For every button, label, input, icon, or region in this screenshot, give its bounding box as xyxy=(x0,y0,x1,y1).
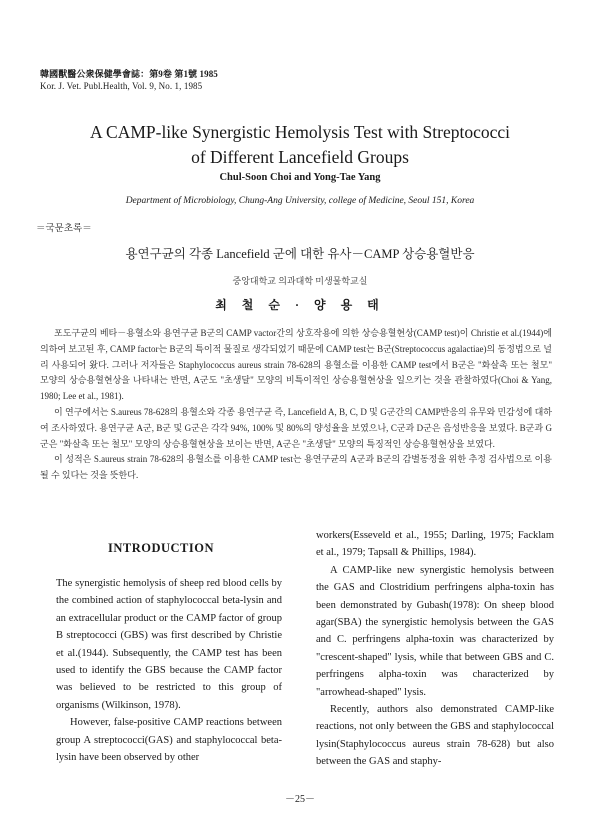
paper-title-line-2: of Different Lancefield Groups xyxy=(191,147,409,167)
korean-abstract-body xyxy=(40,326,552,484)
journal-header xyxy=(40,68,218,92)
paper-title-line-1: A CAMP-like Synergistic Hemolysis Test with Streptococci xyxy=(89,122,511,142)
korean-abstract-title: 용연구균의 각종 Lancefield 군에 대한 유사－CAMP 상승용혈반응 xyxy=(125,247,475,261)
korean-abstract-label: ＝국문초록＝ xyxy=(36,224,92,234)
intro-paragraph: Recently, authors also demonstrated CAMP-like reactions, not only between the GBS and staphylococcal lysin(Staphylococcus aureus strain 78-628) but also between the GAS and staphy- xyxy=(316,704,554,768)
intro-paragraph: However, false-positive CAMP reactions between group A streptococci(GAS) and staphylococcal beta-lysin have been observed by other xyxy=(56,717,282,764)
paper-authors: Chul-Soon Choi and Yong-Tae Yang xyxy=(219,172,381,183)
korean-abstract-authors: 최 철 순 · 양 용 태 xyxy=(215,298,385,312)
intro-left-column xyxy=(56,575,282,766)
intro-paragraph: workers(Esseveld et al., 1955; Darling, 1975; Facklam et al., 1979; Tapsall & Phillips, 1984). xyxy=(316,530,554,559)
paper-affiliation: Department of Microbiology, Chung-Ang University, college of Medicine, Seoul 151, Korea xyxy=(125,196,475,206)
korean-abstract-paragraph: 이 성적은 S.aureus strain 78-628의 용혈소를 이용한 CAMP test는 용연구균의 A군과 B군의 감별동정을 위한 추정 검사법으로 이용될 수 있다는 것을 뜻한다. xyxy=(40,454,552,481)
page-number: －25－ xyxy=(285,794,315,805)
intro-paragraph: A CAMP-like new synergistic hemolysis between the GAS and Clostridium perfringens alpha-toxin has been demonstrated by Gubash(1978): On sheep blood agar(SBA) the synergistic hemolysis between the GAS and C. perfringens alpha-toxin was characterized by "crescent-shaped" lysis, while that between GBS and C. perfringens alpha-toxin was characterized by "arrowhead-shaped" lysis. xyxy=(316,564,554,698)
korean-abstract-affiliation: 중앙대학교 의과대학 미생물학교실 xyxy=(232,276,368,286)
intro-paragraph: The synergistic hemolysis of sheep red blood cells by the combined action of staphylococcal beta-lysin and an extracellular product or the CAMP factor of group B streptococci (GBS) was first described by Christie et al.(1944). Subsequently, the CAMP test has been used to identify the GBS because the CAMP factor was believed to be restricted to this group of organisms (Wilkinson, 1978). xyxy=(56,578,282,711)
intro-right-column xyxy=(316,527,554,771)
korean-abstract-paragraph: 포도구균의 베타－용혈소와 용연구균 B군의 CAMP vactor간의 상호작용에 의한 상승용혈현상(CAMP test)이 Christie et al.(1944)에 의하여 보고된 후, CAMP factor는 B군의 특이적 물질로 생각되었기 때문에 CAMP test는 B군(Streptococcus agalactiae)의 동정법으로 널리 사용되어 왔다. 그러나 저자들은 Staphylococcus aureus strain 78-628의 용혈소를 이용한 CAMP test에서 B군은 "화살촉 또는 철모" 모양의 상승용혈현상을 나타내는 반면, A군도 "초생달" 모양의 비특이적인 상승용혈현상을 일으키는 것을 관찰하였다(Choi & Yang, 1980; Lee et al., 1981). xyxy=(40,328,552,402)
introduction-heading: INTRODUCTION xyxy=(107,541,214,555)
journal-header-english: Kor. J. Vet. Publ.Health, Vol. 9, No. 1, 1985 xyxy=(40,81,203,91)
journal-header-korean: 韓國獸醫公衆保健學會誌：第9卷 第1號 1985 xyxy=(40,69,218,79)
paper-title xyxy=(20,120,580,170)
korean-abstract-paragraph: 이 연구에서는 S.aureus 78-628의 용혈소와 각종 용연구균 즉, Lancefield A, B, C, D 및 G군간의 CAMP반응의 유무와 민감성에 대하여 조사하였다. 용연구균 A군, B군 및 G군은 각각 94%, 100% 및 80%의 양성율을 보였으나, C군과 D군은 음성반응을 보였다. B군과 G군은 "화살촉 또는 철모" 모양의 상승용혈현상을 보이는 반면, A군은 "초생달" 모양의 특징적인 상승용혈현상을 보였다. xyxy=(40,406,552,449)
